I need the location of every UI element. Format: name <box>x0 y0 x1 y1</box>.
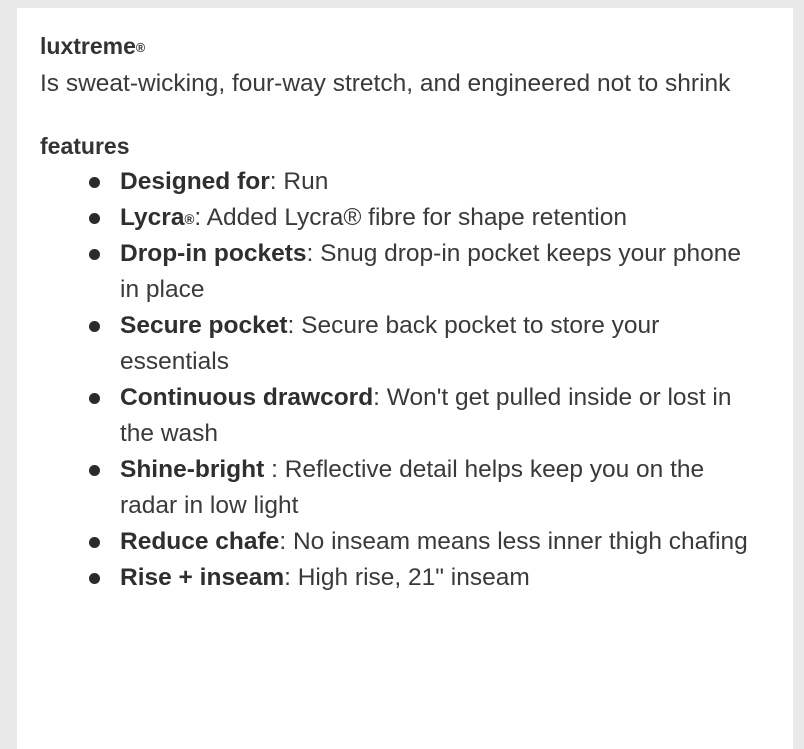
bullet-icon <box>89 465 100 476</box>
feature-name <box>120 312 288 339</box>
feature-item <box>120 524 760 560</box>
feature-item <box>120 308 760 380</box>
feature-separator: : <box>194 204 207 231</box>
material-title <box>40 32 783 60</box>
feature-item <box>120 560 760 596</box>
bullet-icon <box>89 573 100 584</box>
feature-separator: : <box>269 168 284 195</box>
feature-item <box>120 236 760 308</box>
feature-name-text: Secure pocket <box>120 312 288 339</box>
bullet-icon <box>89 537 100 548</box>
features-heading: features <box>40 133 130 159</box>
feature-text: Reflective detail helps keep you on the radar in low light <box>120 456 705 519</box>
feature-name <box>120 240 307 267</box>
feature-separator: : <box>264 456 285 483</box>
feature-item <box>120 452 760 524</box>
feature-text: Run <box>283 168 329 195</box>
feature-name <box>120 168 270 195</box>
feature-name-text: Shine-bright <box>120 456 265 483</box>
product-details-card <box>17 8 793 749</box>
feature-name-text: Rise + inseam <box>120 564 285 591</box>
bullet-icon <box>89 177 100 188</box>
feature-text: No inseam means less inner thigh chafing <box>292 528 748 555</box>
feature-text: Secure back pocket to store your essentials <box>120 312 660 375</box>
material-description: Is sweat-wicking, four-way stretch, and engineered not to shrink <box>40 70 731 97</box>
feature-name <box>120 564 284 591</box>
bullet-icon <box>89 249 100 260</box>
feature-name-text: Lycra <box>120 204 185 231</box>
feature-separator: : <box>287 312 302 339</box>
bullet-icon <box>89 213 100 224</box>
feature-text: Snug drop-in pocket keeps your phone in place <box>120 240 741 303</box>
material-name: luxtreme <box>40 33 136 59</box>
feature-text: Added Lycra® fibre for shape retention <box>206 204 627 231</box>
feature-separator: : <box>284 564 298 591</box>
feature-name <box>120 204 194 231</box>
bullet-icon <box>89 393 100 404</box>
product-details-content <box>40 32 783 596</box>
feature-separator: : <box>279 528 293 555</box>
feature-name <box>120 384 373 411</box>
feature-name <box>120 528 279 555</box>
feature-name-text: Reduce chafe <box>120 528 280 555</box>
feature-item <box>120 200 760 236</box>
registered-mark: ® <box>135 41 146 55</box>
feature-name-text: Continuous drawcord <box>120 384 374 411</box>
feature-text: High rise, 21" inseam <box>297 564 530 591</box>
bullet-icon <box>89 321 100 332</box>
feature-name-text: Designed for <box>120 168 270 195</box>
feature-separator: : <box>306 240 321 267</box>
feature-name-text: Drop-in pockets <box>120 240 307 267</box>
features-list <box>40 164 783 596</box>
feature-separator: : <box>373 384 387 411</box>
feature-item <box>120 164 760 200</box>
feature-item <box>120 380 760 452</box>
feature-text: Won't get pulled inside or lost in the wash <box>120 384 732 447</box>
registered-mark: ® <box>184 212 195 227</box>
feature-name <box>120 456 264 483</box>
